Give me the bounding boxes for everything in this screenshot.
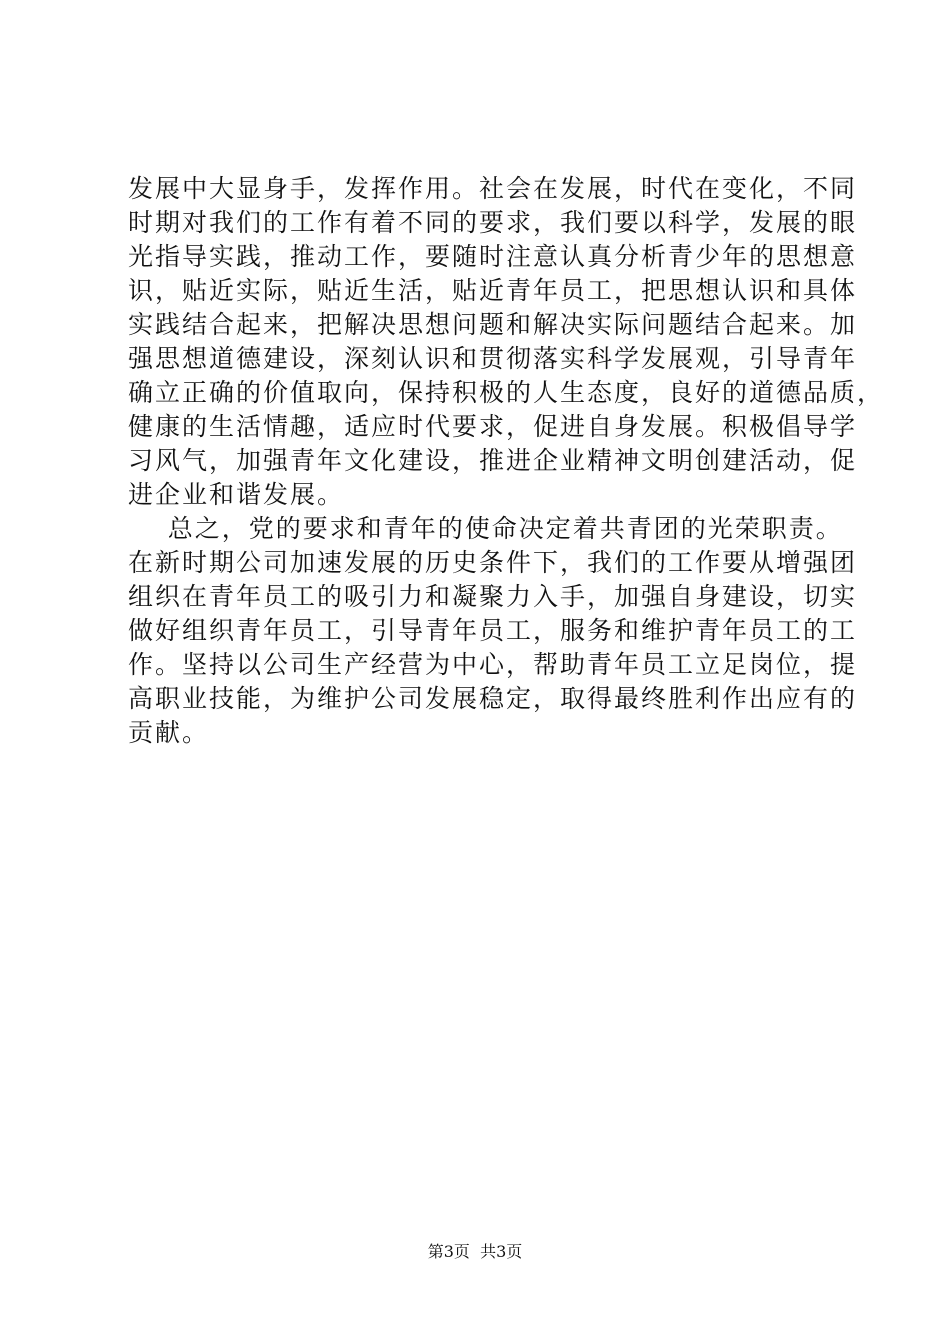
- text-line: 健康的生活情趣，适应时代要求，促进自身发展。积极倡导学: [128, 412, 858, 441]
- body-text: [128, 172, 885, 750]
- text-line: 光指导实践，推动工作，要随时注意认真分析青少年的思想意: [128, 242, 858, 271]
- text-line: 做好组织青年员工，引导青年员工，服务和维护青年员工的工: [128, 616, 858, 645]
- page-number-footer: 第3页 共3页: [427, 1242, 523, 1261]
- text-line: 发展中大显身手，发挥作用。社会在发展，时代在变化，不同: [128, 174, 858, 203]
- text-line: 实践结合起来，把解决思想问题和解决实际问题结合起来。加: [128, 310, 858, 339]
- text-line: 作。坚持以公司生产经营为中心，帮助青年员工立足岗位，提: [128, 650, 858, 679]
- text-line: 总之，党的要求和青年的使命决定着共青团的光荣职责。: [128, 514, 843, 543]
- text-line: 时期对我们的工作有着不同的要求，我们要以科学，发展的眼: [128, 208, 858, 237]
- text-line: 在新时期公司加速发展的历史条件下，我们的工作要从增强团: [128, 548, 858, 577]
- text-line: 识，贴近实际，贴近生活，贴近青年员工，把思想认识和具体: [128, 276, 858, 305]
- text-line: 进企业和谐发展。: [128, 480, 345, 509]
- text-line: 习风气，加强青年文化建设，推进企业精神文明创建活动，促: [128, 446, 858, 475]
- text-line: 组织在青年员工的吸引力和凝聚力入手，加强自身建设，切实: [128, 582, 858, 611]
- text-line: 强思想道德建设，深刻认识和贯彻落实科学发展观，引导青年: [128, 344, 858, 373]
- text-line: 确立正确的价值取向，保持积极的人生态度，良好的道德品质，: [128, 378, 885, 407]
- text-line: 贡献。: [128, 718, 210, 747]
- text-line: 高职业技能，为维护公司发展稳定，取得最终胜利作出应有的: [128, 684, 858, 713]
